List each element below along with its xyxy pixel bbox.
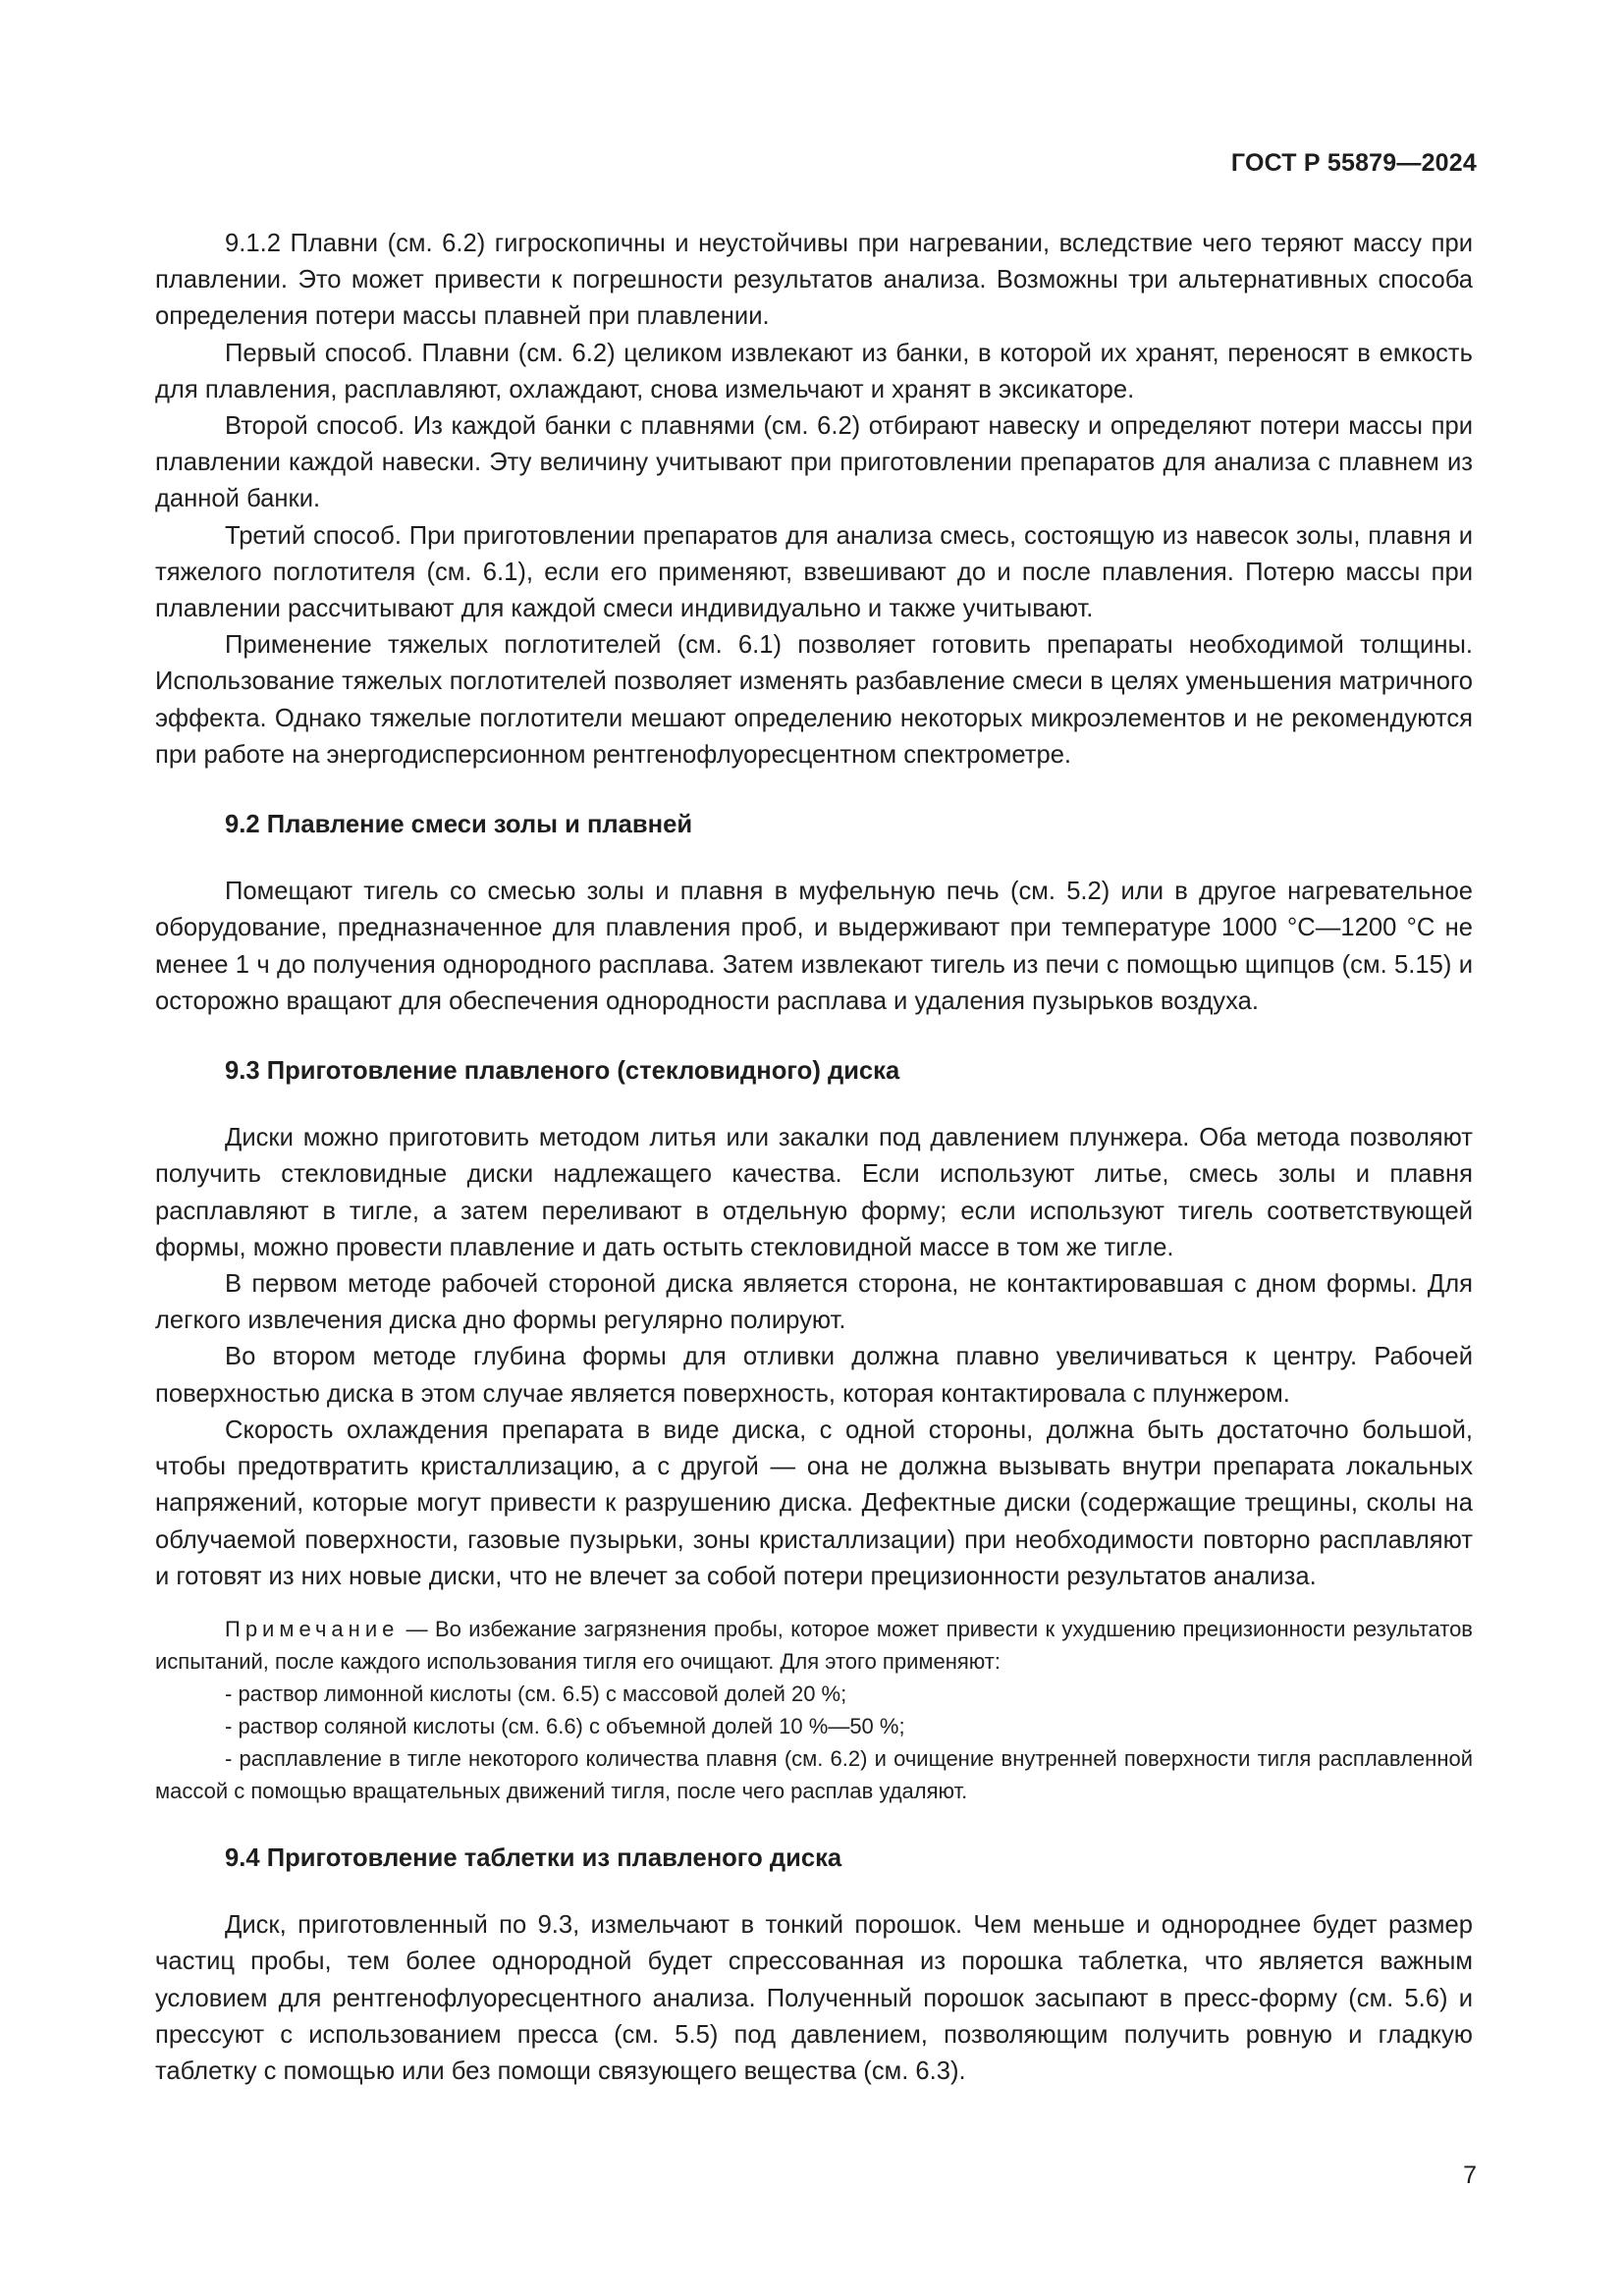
paragraph-heavy-absorbers: Применение тяжелых поглотителей (см. 6.1) позволяет готовить препараты необходимой толщины. Использование тяжелых поглотителей позволяет изменять разбавление смеси в целях уменьшения матричного эффекта. Однако тяжелые поглотители мешают определению некоторых микроэлементов и не рекомендуются при работе на энергодисперсионном рентгенофлуоресцентном спектрометре.	[155, 631, 1473, 769]
document-header: ГОСТ Р 55879—2024	[1230, 149, 1477, 177]
paragraph-9-1-2: 9.1.2 Плавни (см. 6.2) гигроскопичны и неустойчивы при нагревании, вследствие чего теряют массу при плавлении. Это может привести к погрешности результатов анализа. Возможны три альтернативных способа определения потери массы плавней при плавлении.	[155, 230, 1473, 331]
note-item: - раствор лимонной кислоты (см. 6.5) с массовой долей 20 %;	[225, 1681, 847, 1706]
page-number: 7	[1463, 2162, 1477, 2189]
paragraph-9-2: Помещают тигель со смесью золы и плавня в муфельную печь (см. 5.2) или в другое нагревательное оборудование, предназначенное для плавления проб, и выдерживают при температуре 1000 °C—1200 °C не менее 1 ч до получения однородного расплава. Затем извлекают тигель из печи с помощью щипцов (см. 5.15) и осторожно вращают для обеспечения однородности расплава и удаления пузырьков воздуха.	[155, 878, 1473, 1015]
note-item: - раствор соляной кислоты (см. 6.6) с объемной долей 10 %—50 %;	[225, 1713, 905, 1738]
note-label: Примечание	[225, 1616, 400, 1641]
paragraph-9-3-1: Диски можно приготовить методом литья или закалки под давлением плунжера. Оба метода позволяют получить стекловидные диски надлежащего качества. Если используют литье, смесь золы и плавня расплавляют в тигле, а затем переливают в отдельную форму; если используют тигель соответствующей формы, можно провести плавление и дать остыть стекловидной массе в том же тигле.	[155, 1124, 1473, 1261]
note-block	[155, 1613, 1473, 1807]
paragraph-9-4: Диск, приготовленный по 9.3, измельчают в тонкий порошок. Чем меньше и однороднее будет размер частиц пробы, тем более однородной будет спрессованная из порошка таблетка, что является важным условием для рентгенофлуоресцентного анализа. Полученный порошок засыпают в пресс-форму (см. 5.6) и прессуют с использованием пресса (см. 5.5) под давлением, позволяющим получить ровную и гладкую таблетку с помощью или без помощи связующего вещества (см. 6.3).	[155, 1911, 1473, 2085]
page-content	[155, 226, 1473, 2090]
note-body: — Во избежание загрязнения пробы, которое может привести к ухудшению прецизионности результатов испытаний, после каждого использования тигля его очищают. Для этого применяют:	[155, 1616, 1473, 1674]
paragraph-third-method: Третий способ. При приготовлении препаратов для анализа смесь, состоящую из навесок золы, плавня и тяжелого поглотителя (см. 6.1), если его применяют, взвешивают до и после плавления. Потерю массы при плавлении рассчитывают для каждой смеси индивидуально и также учитывают.	[155, 521, 1473, 623]
section-heading-9-3: 9.3 Приготовление плавленого (стекловидного) диска	[225, 1057, 900, 1086]
paragraph-9-3-3: Во втором методе глубина формы для отливки должна плавно увеличиваться к центру. Рабочей поверхностью диска в этом случае является поверхность, которая контактировала с плунжером.	[155, 1343, 1473, 1408]
paragraph-second-method: Второй способ. Из каждой банки с плавнями (см. 6.2) отбирают навеску и определяют потери массы при плавлении каждой навески. Эту величину учитывают при приготовлении препаратов для анализа с плавнем из данной банки.	[155, 412, 1473, 513]
note-item: - расплавление в тигле некоторого количества плавня (см. 6.2) и очищение внутренней поверхности тигля расплавленной массой с помощью вращательных движений тигля, после чего расплав удаляют.	[155, 1745, 1473, 1803]
section-heading-9-4: 9.4 Приготовление таблетки из плавленого диска	[225, 1843, 842, 1872]
paragraph-first-method: Первый способ. Плавни (см. 6.2) целиком извлекают из банки, в которой их хранят, переносят в емкость для плавления, расплавляют, охлаждают, снова измельчают и хранят в эксикаторе.	[155, 339, 1473, 403]
paragraph-9-3-4: Скорость охлаждения препарата в виде диска, с одной стороны, должна быть достаточно большой, чтобы предотвратить кристаллизацию, а с другой — она не должна вызывать внутри препарата локальных напряжений, которые могут привести к разрушению диска. Дефектные диски (содержащие трещины, сколы на облучаемой поверхности, газовые пузырьки, зоны кристаллизации) при необходимости повторно расплавляют и готовят из них новые диски, что не влечет за собой потери прецизионности результатов анализа.	[155, 1415, 1473, 1590]
section-heading-9-2: 9.2 Плавление смеси золы и плавней	[225, 811, 693, 839]
paragraph-9-3-2: В первом методе рабочей стороной диска является сторона, не контактировавшая с дном формы. Для легкого извлечения диска дно формы регулярно полируют.	[155, 1270, 1473, 1335]
note-text	[155, 1613, 1473, 1678]
